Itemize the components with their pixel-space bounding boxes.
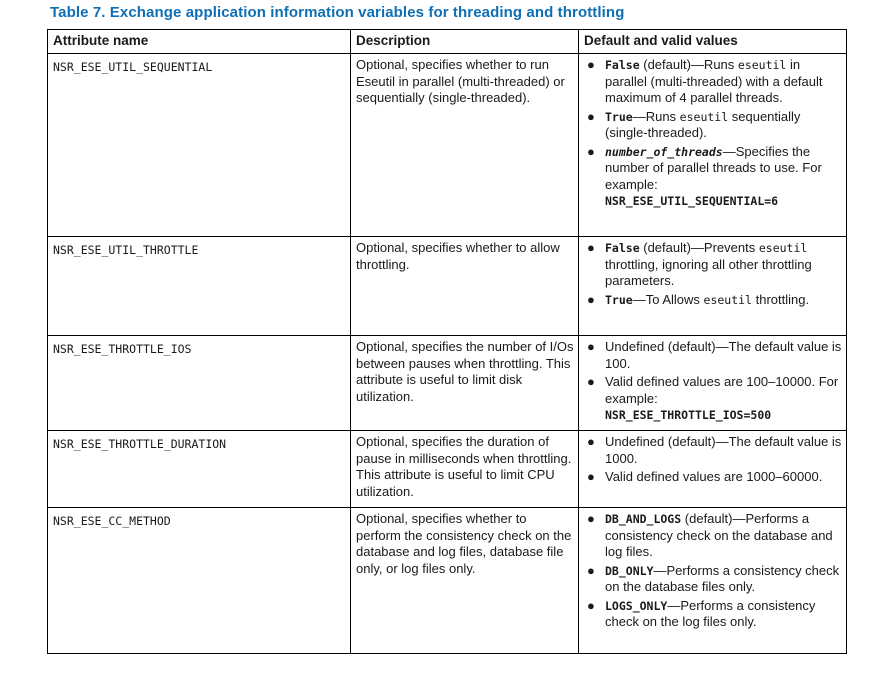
value-text: —Specifies the number of parallel threads to use. For example: (605, 143, 822, 192)
value-keyword: DB_AND_LOGS (605, 512, 682, 526)
table-row (48, 508, 847, 654)
bullet-icon: ● (587, 57, 595, 72)
value-keyword: False (605, 58, 640, 72)
list-item (584, 292, 842, 309)
values-list (584, 240, 842, 308)
value-keyword: True (605, 109, 633, 124)
values-list (584, 339, 842, 424)
header-row (48, 30, 847, 54)
table-row (48, 431, 847, 508)
value-code: eseutil (679, 109, 729, 124)
bullet-icon: ● (587, 374, 595, 389)
table-row (48, 54, 847, 237)
bullet-icon: ● (587, 511, 595, 526)
list-item (584, 144, 842, 210)
values-list (584, 511, 842, 631)
attribute-name-cell: NSR_ESE_THROTTLE_IOS (48, 336, 351, 431)
value-text: Undefined (default)—The default value is 100. (605, 339, 842, 371)
value-keyword: False (605, 241, 640, 255)
table-row (48, 336, 847, 431)
description-cell: Optional, specifies the duration of pause in milliseconds when throttling. This attribute is useful to limit CPU utilization. (351, 431, 579, 508)
value-text: Undefined (default)—The default value is 1000. (605, 434, 842, 466)
values-cell (579, 431, 847, 508)
table-row (48, 237, 847, 336)
value-text: (default)—Performs a consistency check on the database and log files. (605, 511, 833, 559)
header-description: Description (351, 30, 579, 54)
table-caption: Table 7. Exchange application information variables for threading and throttling (50, 4, 625, 21)
bullet-icon: ● (587, 597, 595, 613)
value-text: throttling, ignoring all other throttling parameters. (605, 256, 812, 288)
value-code: eseutil (703, 292, 752, 307)
description-cell: Optional, specifies whether to run Eseutil in parallel (multi-threaded) or sequentially (single-threaded). (351, 54, 579, 237)
list-item (584, 240, 842, 290)
description-cell: Optional, specifies whether to allow throttling. (351, 237, 579, 336)
description-cell: Optional, specifies the number of I/Os between pauses when throttling. This attribute is useful to limit disk utilization. (351, 336, 579, 431)
bullet-icon: ● (587, 562, 595, 578)
value-text: (default)—Runs (639, 57, 738, 72)
bullet-icon: ● (587, 339, 595, 354)
bullet-icon: ● (587, 143, 595, 159)
values-cell (579, 54, 847, 237)
value-keyword: DB_ONLY (605, 563, 654, 578)
list-item (584, 374, 842, 424)
bullet-icon: ● (587, 108, 595, 124)
header-attribute-name: Attribute name (48, 30, 351, 54)
list-item (584, 339, 842, 372)
values-cell (579, 508, 847, 654)
bullet-icon: ● (587, 240, 595, 255)
list-item (584, 109, 842, 142)
value-example: NSR_ESE_THROTTLE_IOS=500 (605, 408, 772, 422)
value-keyword: True (605, 292, 633, 307)
value-text: throttling. (751, 291, 810, 307)
value-text: —Runs (632, 108, 680, 124)
values-list (584, 434, 842, 486)
bullet-icon: ● (587, 291, 595, 307)
list-item (584, 511, 842, 561)
value-keyword: LOGS_ONLY (605, 598, 668, 613)
list-item (584, 598, 842, 631)
attribute-name-cell: NSR_ESE_UTIL_SEQUENTIAL (48, 54, 351, 237)
value-text: (default)—Prevents (639, 240, 759, 255)
value-text: —Performs a consistency check on the database files only. (605, 562, 840, 594)
value-code: eseutil (758, 241, 808, 255)
description-cell: Optional, specifies whether to perform the consistency check on the database and log files, database file only, or log files only. (351, 508, 579, 654)
bullet-icon: ● (587, 434, 595, 449)
value-text: in parallel (multi-threaded) with a default maximum of 4 parallel threads. (605, 57, 823, 105)
value-text: —To Allows (632, 291, 704, 307)
list-item (584, 434, 842, 467)
value-text: sequentially (single-threaded). (605, 108, 801, 140)
values-list (584, 57, 842, 210)
bullet-icon: ● (587, 469, 595, 484)
value-text: —Performs a consistency check on the log files only. (605, 597, 816, 629)
values-cell (579, 237, 847, 336)
attribute-name-cell: NSR_ESE_UTIL_THROTTLE (48, 237, 351, 336)
value-text: Valid defined values are 1000–60000. (605, 469, 823, 484)
list-item (584, 563, 842, 596)
values-cell (579, 336, 847, 431)
value-example: NSR_ESE_UTIL_SEQUENTIAL=6 (605, 194, 779, 208)
attribute-name-cell: NSR_ESE_CC_METHOD (48, 508, 351, 654)
variables-table (47, 29, 847, 654)
value-code: eseutil (737, 58, 787, 72)
list-item (584, 469, 842, 486)
value-text: Valid defined values are 100–10000. For example: (605, 374, 839, 406)
list-item (584, 57, 842, 107)
attribute-name-cell: NSR_ESE_THROTTLE_DURATION (48, 431, 351, 508)
header-default-values: Default and valid values (579, 30, 847, 54)
value-keyword: number_of_threads (605, 144, 723, 159)
